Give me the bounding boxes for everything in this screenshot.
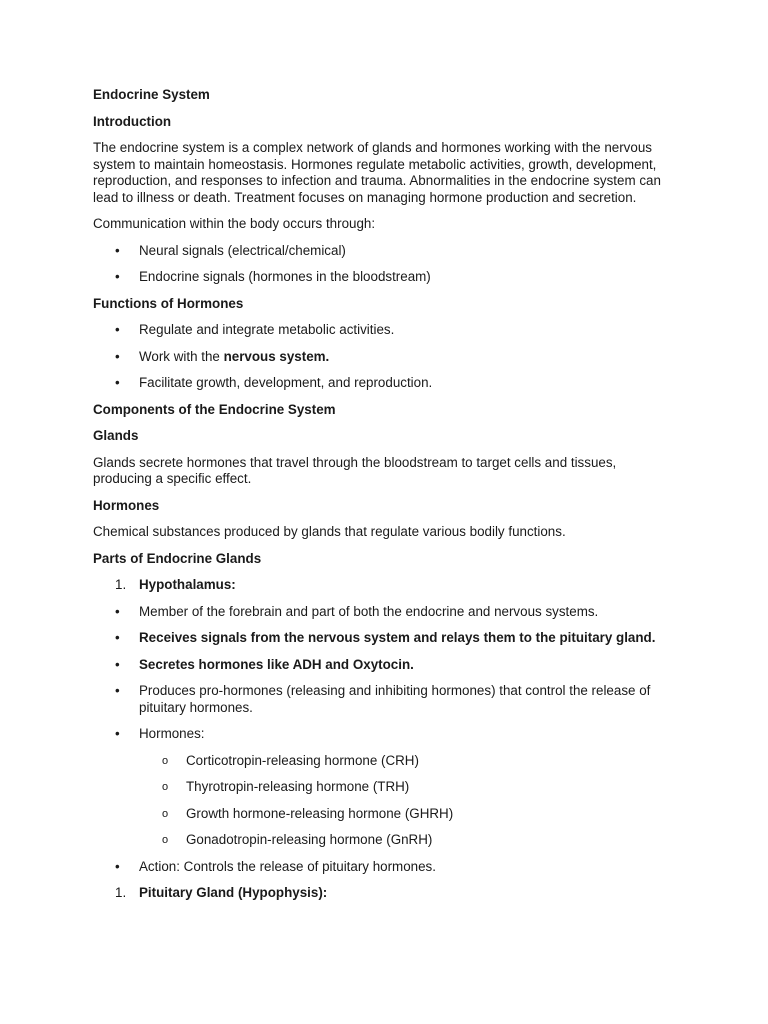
bullet-icon: • — [115, 858, 120, 874]
sub-list-item — [93, 806, 668, 823]
list-item-text: Produces pro-hormones (releasing and inhibiting hormones) that control the release of pituitary hormones. — [139, 683, 651, 715]
sub-list-item-text: Thyrotropin-releasing hormone (TRH) — [186, 779, 410, 794]
sub-list-item-text: Gonadotropin-releasing hormone (GnRH) — [186, 832, 433, 847]
sub-bullet-icon: o — [162, 807, 169, 820]
bullet-icon: • — [115, 630, 120, 645]
bullet-icon: • — [115, 603, 120, 619]
list-item-bold-text: Secretes hormones like ADH and Oxytocin. — [139, 656, 414, 672]
numbered-item-hypothalamus — [93, 577, 668, 594]
list-item — [93, 322, 668, 339]
numbered-item-pituitary — [93, 885, 668, 902]
list-item — [93, 683, 668, 716]
components-heading: Components of the Endocrine System — [93, 401, 336, 417]
list-item-text: Regulate and integrate metabolic activities. — [139, 322, 395, 337]
sub-bullet-icon: o — [162, 834, 169, 846]
hormones-paragraph: Chemical substances produced by glands that regulate various bodily functions. — [93, 524, 566, 539]
bullet-icon: • — [115, 348, 120, 364]
hypothalamus-title: Hypothalamus: — [139, 577, 236, 592]
list-item-text: Member of the forebrain and part of both the endocrine and nervous systems. — [139, 603, 599, 619]
introduction-paragraph: The endocrine system is a complex network of glands and hormones working with the nervous system to maintain homeostasis. Hormones regulate metabolic activities, growth, development, reproduction, and responses to infection and trauma. Abnormalities in the endocrine system can lead to illness or death. Treatment focuses on managing hormone production and secretion. — [93, 140, 661, 205]
list-item-text: Work with the — [139, 348, 224, 364]
glands-heading: Glands — [93, 428, 139, 443]
sub-list-item-text: Growth hormone-releasing hormone (GHRH) — [186, 805, 454, 821]
sub-list-item-text: Corticotropin-releasing hormone (CRH) — [186, 752, 419, 768]
document-title: Endocrine System — [93, 87, 210, 102]
pituitary-title: Pituitary Gland (Hypophysis): — [139, 885, 328, 900]
glands-paragraph: Glands secrete hormones that travel through the bloodstream to target cells and tissues, producing a specific effect. — [93, 454, 617, 486]
parts-heading: Parts of Endocrine Glands — [93, 550, 262, 566]
list-item-text: Action: Controls the release of pituitary hormones. — [139, 858, 436, 874]
list-item — [93, 726, 668, 743]
list-item — [93, 243, 668, 260]
list-item — [93, 375, 668, 392]
introduction-heading: Introduction — [93, 113, 172, 129]
list-number: 1. — [115, 885, 127, 900]
list-item — [93, 657, 668, 674]
list-item-text: Endocrine signals (hormones in the bloodstream) — [139, 269, 431, 284]
list-item — [93, 630, 668, 647]
bullet-icon: • — [115, 269, 120, 284]
sub-bullet-icon: o — [162, 781, 169, 793]
functions-heading: Functions of Hormones — [93, 295, 244, 311]
bullet-icon: • — [115, 656, 120, 672]
sub-list-item — [93, 753, 668, 770]
list-item-bold-text: nervous system. — [223, 348, 330, 364]
sub-list-item — [93, 832, 668, 849]
list-item — [93, 349, 668, 366]
list-item-bold-text: Receives signals from the nervous system and relays them to the pituitary gland. — [139, 630, 656, 645]
bullet-icon: • — [115, 726, 120, 741]
hormones-heading: Hormones — [93, 497, 160, 513]
list-item-text: Hormones: — [139, 726, 205, 741]
list-item — [93, 604, 668, 621]
list-item — [93, 269, 668, 286]
bullet-icon: • — [115, 375, 120, 390]
bullet-icon: • — [115, 322, 120, 337]
communication-text: Communication within the body occurs through: — [93, 216, 376, 231]
bullet-icon: • — [115, 683, 120, 698]
list-item-text: Facilitate growth, development, and reproduction. — [139, 375, 433, 390]
list-number: 1. — [115, 577, 127, 592]
bullet-icon: • — [115, 242, 120, 258]
sub-list-item — [93, 779, 668, 796]
sub-bullet-icon: o — [162, 754, 169, 767]
list-item-text: Neural signals (electrical/chemical) — [139, 242, 346, 258]
list-item — [93, 859, 668, 876]
